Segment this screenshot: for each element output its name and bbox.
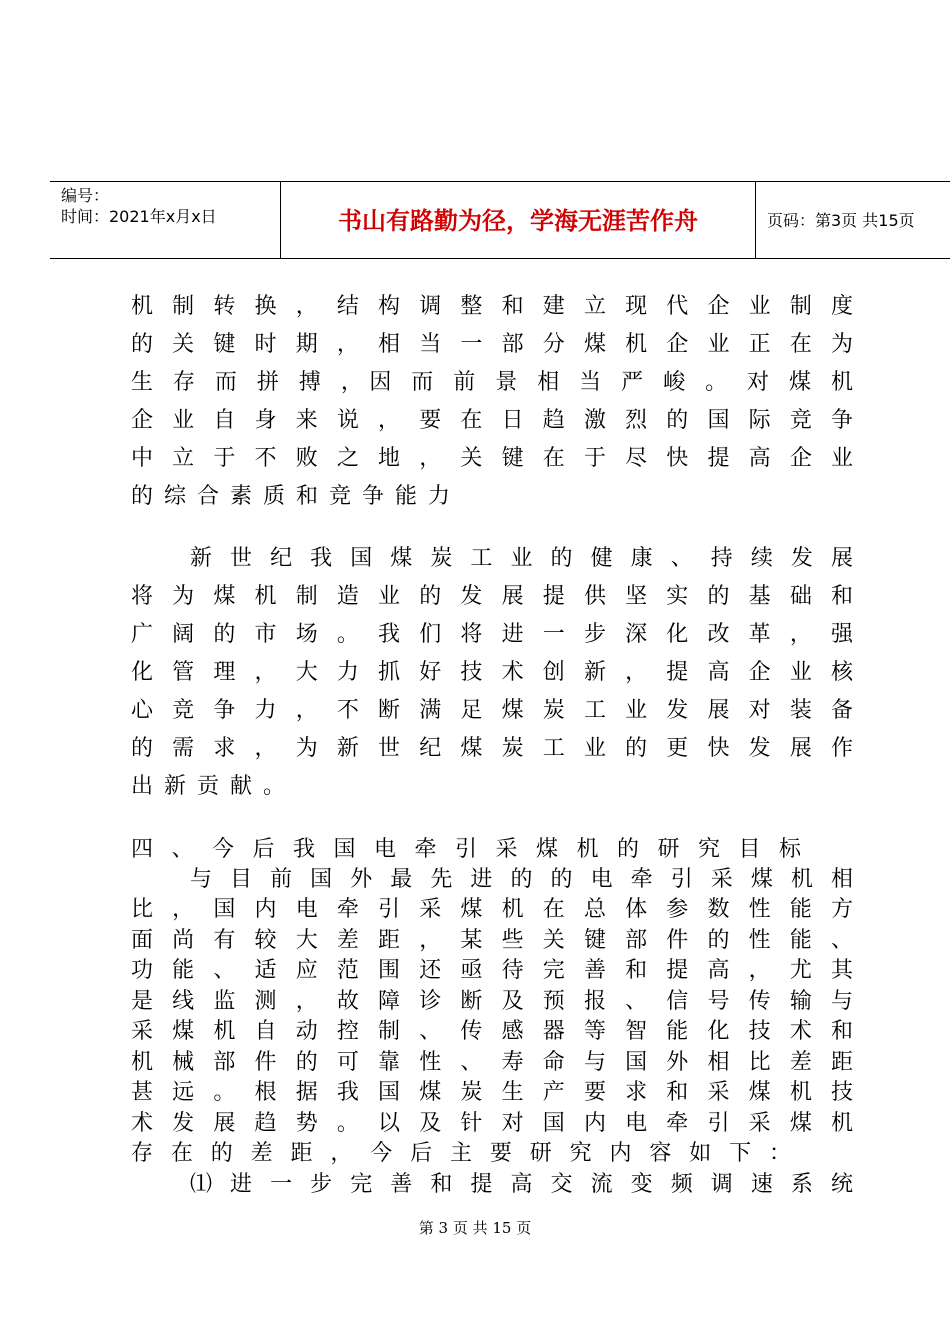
header-motto: 书山有路勤为径，学海无涯苦作舟 [338, 207, 698, 235]
text-line: 中 立 于 不 败 之 地 ， 关 键 在 于 尽 快 提 高 企 业 [131, 446, 853, 471]
text-line: 比 ， 国 内 电 牵 引 采 煤 机 在 总 体 参 数 性 能 方 [131, 897, 853, 922]
text-line: 采 煤 机 自 动 控 制 、 传 感 器 等 智 能 化 技 术 和 [131, 1019, 853, 1044]
list-item: ⑴ 进 一 步 完 善 和 提 高 交 流 变 频 调 速 系 统 [190, 1172, 853, 1197]
text-line: 生 存 而 拼 搏 ，因 而 前 景 相 当 严 峻 。 对 煤 机 [131, 370, 853, 395]
text-line: 的 关 键 时 期 ， 相 当 一 部 分 煤 机 企 业 正 在 为 [131, 332, 853, 357]
text-line: 存 在 的 差 距 ， 今 后 主 要 研 究 内 容 如 下 ： [131, 1141, 791, 1166]
text-line: 广 阔 的 市 场 。 我 们 将 进 一 步 深 化 改 革 ， 强 [131, 622, 853, 647]
text-line: 化 管 理 ， 大 力 抓 好 技 术 创 新 ， 提 高 企 业 核 [131, 660, 853, 685]
header-page-cell [756, 182, 950, 258]
text-line: 面 尚 有 较 大 差 距 ， 某 些 关 键 部 件 的 性 能 、 [131, 928, 853, 953]
text-line: 机 械 部 件 的 可 靠 性 、 寿 命 与 国 外 相 比 差 距 [131, 1050, 853, 1075]
text-line: 机 制 转 换 ， 结 构 调 整 和 建 立 现 代 企 业 制 度 [131, 294, 853, 319]
document-number-label: 编号： [61, 186, 110, 205]
header-motto-cell [281, 182, 756, 258]
text-line: 功 能 、 适 应 范 围 还 亟 待 完 善 和 提 高 ， 尤 其 [131, 958, 853, 983]
text-line: 是 线 监 测 ， 故 障 诊 断 及 预 报 、 信 号 传 输 与 [131, 989, 853, 1014]
text-line: 出 新 贡 献 。 [131, 774, 287, 799]
text-line: 企 业 自 身 来 说 ， 要 在 日 趋 激 烈 的 国 际 竞 争 [131, 408, 853, 433]
text-line: 甚 远 。 根 据 我 国 煤 炭 生 产 要 求 和 采 煤 机 技 [131, 1080, 853, 1105]
page-footer: 第 3 页 共 15 页 [418, 1219, 532, 1237]
section-heading: 四 、 今 后 我 国 电 牵 引 采 煤 机 的 研 究 目 标 [131, 837, 801, 862]
text-line: 新 世 纪 我 国 煤 炭 工 业 的 健 康 、 持 续 发 展 [190, 546, 853, 571]
text-line: 术 发 展 趋 势 。 以 及 针 对 国 内 电 牵 引 采 煤 机 [131, 1111, 853, 1136]
document-time-label: 时间：2021年x月x日 [61, 207, 217, 226]
text-line: 的 综 合 素 质 和 竞 争 能 力 [131, 484, 452, 509]
text-line: 心 竞 争 力 ， 不 断 满 足 煤 炭 工 业 发 展 对 装 备 [131, 698, 853, 723]
header-info-cell [50, 182, 281, 258]
text-line: 将 为 煤 机 制 造 业 的 发 展 提 供 坚 实 的 基 础 和 [131, 584, 853, 609]
document-header [50, 181, 950, 259]
header-page-number: 页码：第3页 共15页 [767, 211, 915, 230]
text-line: 与 目 前 国 外 最 先 进 的 的 电 牵 引 采 煤 机 相 [190, 867, 853, 892]
text-line: 的 需 求 ， 为 新 世 纪 煤 炭 工 业 的 更 快 发 展 作 [131, 736, 853, 761]
